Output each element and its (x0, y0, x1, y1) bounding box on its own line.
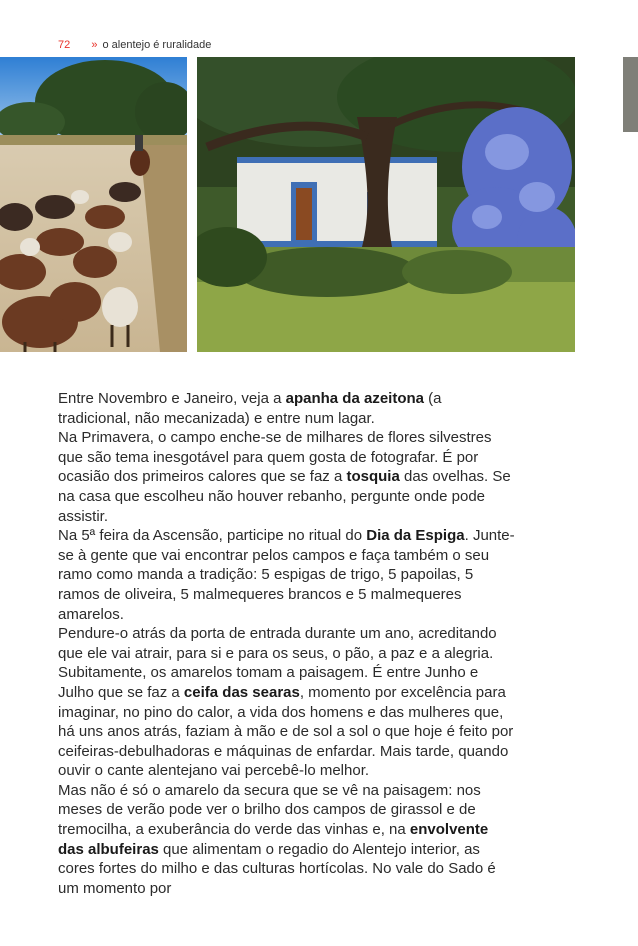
adjacent-page-edge (623, 57, 638, 132)
running-header (58, 39, 211, 51)
section-title: o alentejo é ruralidade (102, 39, 212, 51)
highlight-dia-da-espiga: Dia da Espiga (366, 527, 465, 545)
body-text (58, 389, 518, 898)
highlight-olive-harvest: apanha da azeitona (285, 390, 424, 407)
paragraph-harvest: Subitamente, os amarelos tomam a paisagem. É entre Junho e Julho que se faz a ceifa das searas, momento por excelência para imaginar, no pino do calor, a vida dos homens e das mulheres que, há uns anos atrás, faziam à mão e de sol a sol o que hoje é feito por ceifeiras-debulhadoras e máquinas de enfardar. Mais tarde, quando ouvir o cante alentejano vai percebê-lo melhor. (58, 664, 514, 780)
goat-herd-illustration (0, 57, 187, 352)
house-oak-illustration (197, 57, 575, 352)
paragraph-dia-da-espiga: Na 5ª feira da Ascensão, participe no ritual do Dia da Espiga. Junte-se à gente que vai encontrar pelos campos e faça também o seu ramo como manda a tradição: 5 espigas de trigo, 5 papoilas, 5 ramos de oliveira, 5 malmequeres brancos e 5 malmequeres amarelos. (58, 527, 515, 623)
highlight-reservoirs: envolvente das albufeiras (58, 821, 489, 858)
page-number: 72 (58, 39, 71, 51)
highlight-shearing: tosquia (346, 468, 400, 486)
paragraph-spring-shearing: Na Primavera, o campo enche-se de milhares de flores silvestres que são tema inesgotável para quem gosta de fotografar. É por ocasião dos primeiros calores que se faz a tosquia das ovelhas. Se na casa que escolheu não houver rebanho, pergunte onde pode assistir. (58, 429, 511, 525)
highlight-harvest: ceifa das searas (183, 683, 300, 701)
paragraph-summer-landscape: Mas não é só o amarelo da secura que se vê na paisagem: nos meses de verão pode ver o brilho dos campos de girassol e de tremocilha, a exuberância do verde das vinhas e, na envolvente das albufeiras que alimentam o regadio do Alentejo interior, as cores fortes do milho e das culturas hortícolas. No vale do Sado é um momento por (58, 781, 496, 897)
goat-herd-photo (0, 57, 187, 352)
section-separator: » (91, 39, 98, 51)
paragraph-bouquet-tradition: Pendure-o atrás da porta de entrada durante um ano, acreditando que ele vai atrair, para si e para os seus, o pão, a paz e a alegria. (58, 625, 497, 662)
house-oak-photo (197, 57, 575, 352)
paragraph-olive-harvest: Entre Novembro e Janeiro, veja a apanha da azeitona (a tradicional, não mecanizada) e entre num lagar. (58, 390, 442, 427)
